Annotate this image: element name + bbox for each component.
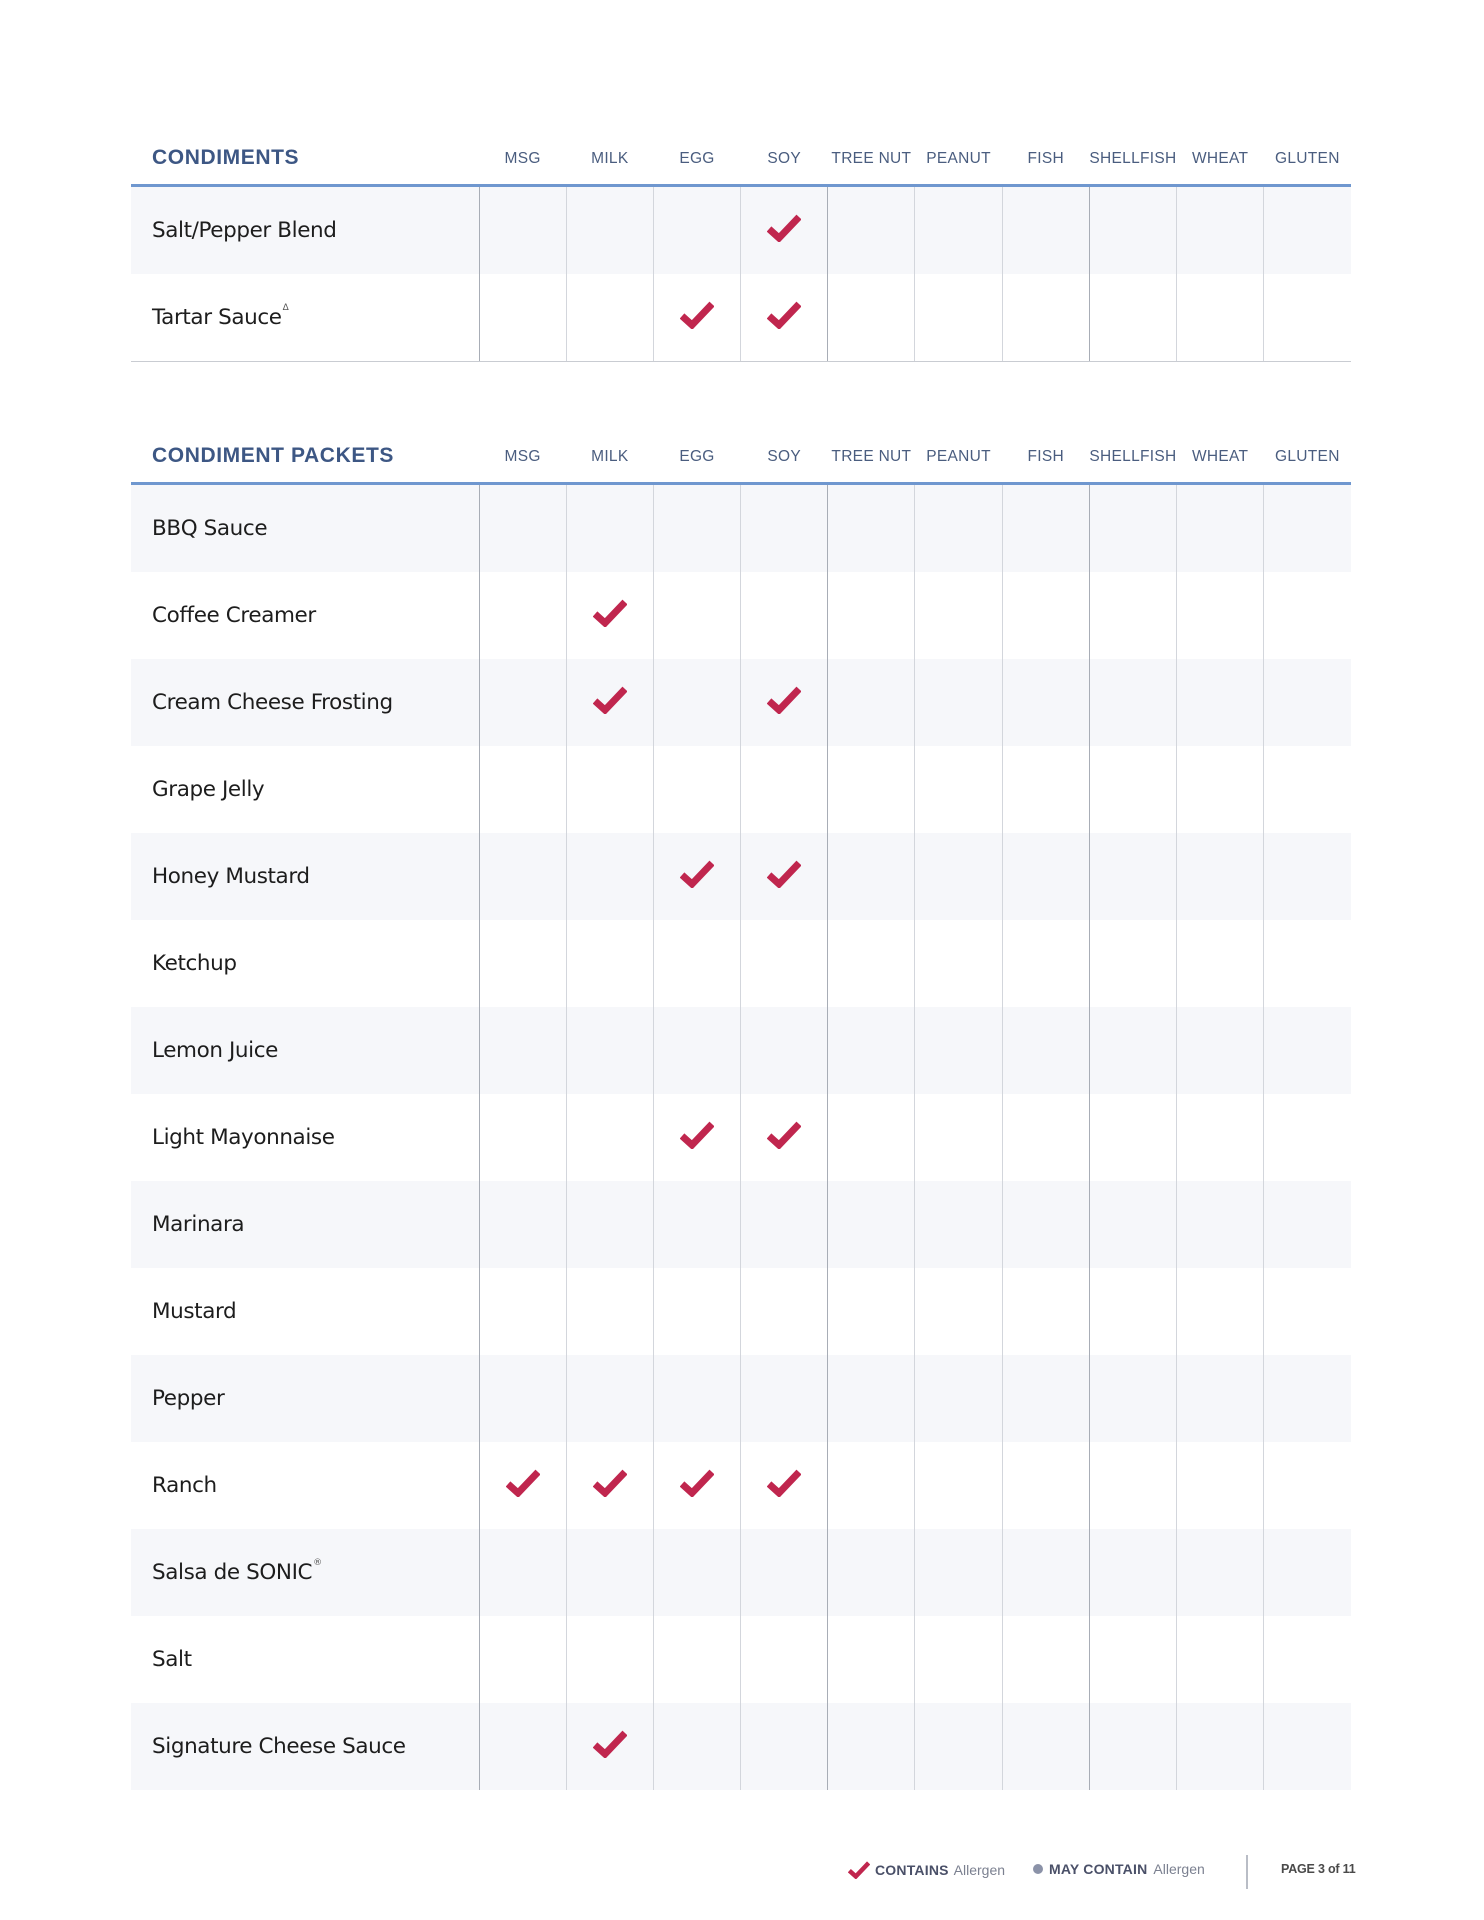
item-name bbox=[131, 920, 479, 1007]
legend-contains-label: CONTAINS bbox=[875, 1862, 949, 1878]
allergen-cell-shellfish bbox=[1089, 1007, 1176, 1094]
column-header-milk: MILK bbox=[566, 400, 653, 484]
checkmark-icon bbox=[848, 1861, 870, 1879]
checkmark-icon bbox=[680, 1469, 714, 1497]
allergen-cell-egg bbox=[653, 572, 740, 659]
allergen-cell-soy bbox=[741, 484, 828, 573]
allergen-cell-wheat bbox=[1177, 1442, 1264, 1529]
allergen-cell-tree-nut bbox=[828, 1703, 915, 1790]
allergen-cell-fish bbox=[1002, 1703, 1089, 1790]
allergen-cell-gluten bbox=[1264, 1616, 1351, 1703]
allergen-cell-wheat bbox=[1177, 484, 1264, 573]
allergen-cell-wheat bbox=[1177, 746, 1264, 833]
checkmark-icon bbox=[767, 301, 801, 329]
item-name-text: Salt bbox=[152, 1647, 192, 1672]
allergen-cell-egg bbox=[653, 1268, 740, 1355]
allergen-cell-milk bbox=[566, 1007, 653, 1094]
allergen-cell-msg bbox=[479, 833, 566, 920]
allergen-cell-msg bbox=[479, 1616, 566, 1703]
column-header-gluten: GLUTEN bbox=[1264, 400, 1351, 484]
allergen-cell-wheat bbox=[1177, 274, 1264, 362]
allergen-cell-gluten bbox=[1264, 1268, 1351, 1355]
allergen-cell-shellfish bbox=[1089, 833, 1176, 920]
allergen-cell-shellfish bbox=[1089, 1355, 1176, 1442]
item-name-text: Ranch bbox=[152, 1473, 217, 1498]
allergen-cell-shellfish bbox=[1089, 1703, 1176, 1790]
item-name-text: Grape Jelly bbox=[152, 777, 265, 802]
allergen-cell-peanut bbox=[915, 1616, 1002, 1703]
table-row bbox=[131, 746, 1351, 833]
allergen-cell-shellfish bbox=[1089, 1094, 1176, 1181]
allergen-cell-tree-nut bbox=[828, 920, 915, 1007]
allergen-cell-fish bbox=[1002, 186, 1089, 275]
allergen-cell-msg bbox=[479, 572, 566, 659]
allergen-cell-peanut bbox=[915, 1529, 1002, 1616]
allergen-cell-peanut bbox=[915, 833, 1002, 920]
allergen-cell-tree-nut bbox=[828, 1529, 915, 1616]
item-name-text: BBQ Sauce bbox=[152, 516, 268, 541]
table-row bbox=[131, 920, 1351, 1007]
allergen-cell-milk bbox=[566, 920, 653, 1007]
allergen-cell-egg bbox=[653, 1181, 740, 1268]
allergen-cell-soy bbox=[741, 1529, 828, 1616]
allergen-cell-tree-nut bbox=[828, 1616, 915, 1703]
allergen-cell-fish bbox=[1002, 1442, 1089, 1529]
allergen-cell-fish bbox=[1002, 484, 1089, 573]
checkmark-icon bbox=[767, 1121, 801, 1149]
allergen-cell-peanut bbox=[915, 1703, 1002, 1790]
column-header-egg: EGG bbox=[653, 102, 740, 186]
item-mark: Δ bbox=[282, 303, 289, 313]
allergen-cell-fish bbox=[1002, 274, 1089, 362]
allergen-cell-soy bbox=[741, 186, 828, 275]
allergen-cell-egg bbox=[653, 659, 740, 746]
item-name-text: Salt/Pepper Blend bbox=[152, 218, 337, 243]
allergen-cell-wheat bbox=[1177, 920, 1264, 1007]
item-name bbox=[131, 274, 479, 362]
allergen-cell-fish bbox=[1002, 659, 1089, 746]
section-title: CONDIMENTS bbox=[131, 102, 479, 186]
allergen-cell-tree-nut bbox=[828, 1355, 915, 1442]
item-name-text: Ketchup bbox=[152, 951, 237, 976]
allergen-cell-soy bbox=[741, 659, 828, 746]
allergen-cell-egg bbox=[653, 833, 740, 920]
allergen-cell-peanut bbox=[915, 659, 1002, 746]
allergen-cell-msg bbox=[479, 186, 566, 275]
item-name bbox=[131, 1703, 479, 1790]
allergen-cell-peanut bbox=[915, 274, 1002, 362]
allergen-cell-wheat bbox=[1177, 1703, 1264, 1790]
condiment-packets-table bbox=[131, 400, 1351, 1790]
legend-contains-suffix: Allergen bbox=[953, 1862, 1006, 1878]
item-name bbox=[131, 746, 479, 833]
allergen-cell-soy bbox=[741, 833, 828, 920]
allergen-cell-msg bbox=[479, 1529, 566, 1616]
checkmark-icon bbox=[680, 301, 714, 329]
allergen-cell-egg bbox=[653, 1442, 740, 1529]
allergen-cell-msg bbox=[479, 1181, 566, 1268]
condiments-table bbox=[131, 102, 1351, 362]
item-name bbox=[131, 833, 479, 920]
allergen-cell-wheat bbox=[1177, 659, 1264, 746]
allergen-cell-msg bbox=[479, 1703, 566, 1790]
allergen-cell-milk bbox=[566, 1442, 653, 1529]
item-name-text: Mustard bbox=[152, 1299, 237, 1324]
column-header-egg: EGG bbox=[653, 400, 740, 484]
checkmark-icon bbox=[767, 1469, 801, 1497]
allergen-cell-shellfish bbox=[1089, 572, 1176, 659]
allergen-cell-gluten bbox=[1264, 572, 1351, 659]
item-name bbox=[131, 1268, 479, 1355]
allergen-cell-milk bbox=[566, 659, 653, 746]
allergen-cell-soy bbox=[741, 274, 828, 362]
table-row bbox=[131, 1442, 1351, 1529]
item-name-text: Cream Cheese Frosting bbox=[152, 690, 393, 715]
allergen-cell-egg bbox=[653, 1007, 740, 1094]
allergen-cell-egg bbox=[653, 274, 740, 362]
checkmark-icon bbox=[593, 686, 627, 714]
item-name bbox=[131, 572, 479, 659]
allergen-cell-wheat bbox=[1177, 1268, 1264, 1355]
table-row bbox=[131, 1616, 1351, 1703]
allergen-cell-peanut bbox=[915, 746, 1002, 833]
allergen-cell-peanut bbox=[915, 186, 1002, 275]
allergen-cell-tree-nut bbox=[828, 186, 915, 275]
allergen-cell-egg bbox=[653, 484, 740, 573]
column-header-milk: MILK bbox=[566, 102, 653, 186]
allergen-cell-egg bbox=[653, 746, 740, 833]
allergen-cell-soy bbox=[741, 1442, 828, 1529]
allergen-cell-milk bbox=[566, 746, 653, 833]
legend-may-contain bbox=[1033, 1861, 1205, 1877]
allergen-cell-shellfish bbox=[1089, 484, 1176, 573]
item-name-text: Tartar Sauce bbox=[152, 305, 282, 330]
allergen-cell-tree-nut bbox=[828, 833, 915, 920]
checkmark-icon bbox=[680, 860, 714, 888]
allergen-cell-soy bbox=[741, 920, 828, 1007]
item-name-text: Salsa de SONIC bbox=[152, 1560, 313, 1585]
item-name bbox=[131, 1442, 479, 1529]
allergen-cell-gluten bbox=[1264, 833, 1351, 920]
checkmark-icon bbox=[680, 1121, 714, 1149]
allergen-cell-peanut bbox=[915, 920, 1002, 1007]
checkmark-icon bbox=[593, 1469, 627, 1497]
allergen-cell-tree-nut bbox=[828, 1007, 915, 1094]
allergen-cell-tree-nut bbox=[828, 1268, 915, 1355]
checkmark-icon bbox=[593, 1730, 627, 1758]
allergen-cell-wheat bbox=[1177, 572, 1264, 659]
allergen-cell-soy bbox=[741, 746, 828, 833]
checkmark-icon bbox=[593, 599, 627, 627]
legend-contains bbox=[848, 1861, 1005, 1879]
item-name bbox=[131, 1616, 479, 1703]
item-name bbox=[131, 1529, 479, 1616]
allergen-cell-milk bbox=[566, 833, 653, 920]
table-row bbox=[131, 1268, 1351, 1355]
allergen-cell-egg bbox=[653, 1616, 740, 1703]
item-name-text: Lemon Juice bbox=[152, 1038, 278, 1063]
allergen-cell-shellfish bbox=[1089, 1529, 1176, 1616]
allergen-cell-egg bbox=[653, 1703, 740, 1790]
page-number: PAGE 3 of 11 bbox=[1281, 1862, 1356, 1876]
allergen-cell-egg bbox=[653, 186, 740, 275]
table-row bbox=[131, 1181, 1351, 1268]
allergen-cell-msg bbox=[479, 1007, 566, 1094]
allergen-cell-peanut bbox=[915, 484, 1002, 573]
table-row bbox=[131, 1094, 1351, 1181]
allergen-cell-gluten bbox=[1264, 920, 1351, 1007]
allergen-cell-milk bbox=[566, 1181, 653, 1268]
allergen-cell-fish bbox=[1002, 920, 1089, 1007]
allergen-cell-peanut bbox=[915, 1355, 1002, 1442]
item-name bbox=[131, 1007, 479, 1094]
allergen-cell-soy bbox=[741, 1094, 828, 1181]
allergen-cell-peanut bbox=[915, 1442, 1002, 1529]
allergen-cell-msg bbox=[479, 1094, 566, 1181]
allergen-cell-wheat bbox=[1177, 1529, 1264, 1616]
allergen-cell-shellfish bbox=[1089, 746, 1176, 833]
column-header-tree-nut: TREE NUT bbox=[828, 400, 915, 484]
legend-may-label: MAY CONTAIN bbox=[1049, 1861, 1148, 1877]
item-name-text: Signature Cheese Sauce bbox=[152, 1734, 406, 1759]
table-row bbox=[131, 659, 1351, 746]
table-row bbox=[131, 1355, 1351, 1442]
allergen-cell-fish bbox=[1002, 746, 1089, 833]
allergen-cell-shellfish bbox=[1089, 274, 1176, 362]
allergen-cell-wheat bbox=[1177, 833, 1264, 920]
checkmark-icon bbox=[767, 214, 801, 242]
allergen-cell-tree-nut bbox=[828, 572, 915, 659]
item-name bbox=[131, 659, 479, 746]
allergen-cell-gluten bbox=[1264, 746, 1351, 833]
allergen-cell-soy bbox=[741, 1616, 828, 1703]
allergen-cell-msg bbox=[479, 1442, 566, 1529]
column-header-msg: MSG bbox=[479, 400, 566, 484]
allergen-cell-shellfish bbox=[1089, 186, 1176, 275]
allergen-cell-peanut bbox=[915, 572, 1002, 659]
allergen-cell-msg bbox=[479, 484, 566, 573]
allergen-cell-shellfish bbox=[1089, 1268, 1176, 1355]
item-name bbox=[131, 1094, 479, 1181]
allergen-cell-soy bbox=[741, 1268, 828, 1355]
allergen-cell-peanut bbox=[915, 1268, 1002, 1355]
item-name-text: Light Mayonnaise bbox=[152, 1125, 335, 1150]
allergen-cell-tree-nut bbox=[828, 1094, 915, 1181]
allergen-cell-fish bbox=[1002, 833, 1089, 920]
column-header-gluten: GLUTEN bbox=[1264, 102, 1351, 186]
allergen-cell-msg bbox=[479, 274, 566, 362]
item-name bbox=[131, 1355, 479, 1442]
allergen-cell-fish bbox=[1002, 1616, 1089, 1703]
footer-divider bbox=[1246, 1855, 1248, 1889]
allergen-cell-wheat bbox=[1177, 1007, 1264, 1094]
allergen-cell-tree-nut bbox=[828, 746, 915, 833]
allergen-cell-shellfish bbox=[1089, 659, 1176, 746]
column-header-shellfish: SHELLFISH bbox=[1089, 400, 1176, 484]
checkmark-icon bbox=[767, 686, 801, 714]
allergen-cell-soy bbox=[741, 1181, 828, 1268]
allergen-cell-gluten bbox=[1264, 1442, 1351, 1529]
item-name bbox=[131, 186, 479, 275]
allergen-cell-soy bbox=[741, 1355, 828, 1442]
allergen-cell-gluten bbox=[1264, 1529, 1351, 1616]
allergen-cell-wheat bbox=[1177, 1355, 1264, 1442]
allergen-cell-fish bbox=[1002, 1355, 1089, 1442]
allergen-cell-msg bbox=[479, 659, 566, 746]
allergen-cell-peanut bbox=[915, 1007, 1002, 1094]
allergen-cell-soy bbox=[741, 1007, 828, 1094]
allergen-cell-egg bbox=[653, 1094, 740, 1181]
allergen-cell-wheat bbox=[1177, 1616, 1264, 1703]
allergen-cell-gluten bbox=[1264, 484, 1351, 573]
table-row bbox=[131, 1007, 1351, 1094]
table-row bbox=[131, 572, 1351, 659]
column-header-soy: SOY bbox=[741, 102, 828, 186]
allergen-cell-peanut bbox=[915, 1181, 1002, 1268]
allergen-cell-milk bbox=[566, 1355, 653, 1442]
table-header-row bbox=[131, 400, 1351, 484]
allergen-cell-fish bbox=[1002, 1268, 1089, 1355]
allergen-cell-milk bbox=[566, 484, 653, 573]
allergen-cell-fish bbox=[1002, 1181, 1089, 1268]
allergen-cell-wheat bbox=[1177, 1181, 1264, 1268]
section-title: CONDIMENT PACKETS bbox=[131, 400, 479, 484]
allergen-cell-fish bbox=[1002, 572, 1089, 659]
column-header-tree-nut: TREE NUT bbox=[828, 102, 915, 186]
column-header-fish: FISH bbox=[1002, 102, 1089, 186]
allergen-cell-tree-nut bbox=[828, 274, 915, 362]
column-header-msg: MSG bbox=[479, 102, 566, 186]
item-name-text: Pepper bbox=[152, 1386, 225, 1411]
allergen-cell-egg bbox=[653, 1355, 740, 1442]
item-mark: ® bbox=[313, 1558, 322, 1568]
allergen-cell-milk bbox=[566, 186, 653, 275]
allergen-cell-fish bbox=[1002, 1007, 1089, 1094]
allergen-cell-shellfish bbox=[1089, 1181, 1176, 1268]
allergen-cell-gluten bbox=[1264, 1007, 1351, 1094]
allergen-cell-shellfish bbox=[1089, 920, 1176, 1007]
allergen-cell-msg bbox=[479, 746, 566, 833]
item-name bbox=[131, 1181, 479, 1268]
allergen-cell-milk bbox=[566, 1616, 653, 1703]
allergen-cell-soy bbox=[741, 1703, 828, 1790]
allergen-cell-shellfish bbox=[1089, 1616, 1176, 1703]
allergen-cell-gluten bbox=[1264, 1094, 1351, 1181]
dot-icon bbox=[1033, 1864, 1043, 1874]
allergen-cell-milk bbox=[566, 1268, 653, 1355]
allergen-cell-milk bbox=[566, 1529, 653, 1616]
allergen-cell-msg bbox=[479, 920, 566, 1007]
allergen-cell-msg bbox=[479, 1268, 566, 1355]
allergen-cell-wheat bbox=[1177, 186, 1264, 275]
item-name-text: Honey Mustard bbox=[152, 864, 310, 889]
allergen-cell-gluten bbox=[1264, 1355, 1351, 1442]
allergen-cell-milk bbox=[566, 274, 653, 362]
allergen-cell-gluten bbox=[1264, 274, 1351, 362]
table-row bbox=[131, 274, 1351, 362]
table-row bbox=[131, 833, 1351, 920]
allergen-cell-wheat bbox=[1177, 1094, 1264, 1181]
checkmark-icon bbox=[767, 860, 801, 888]
item-name-text: Coffee Creamer bbox=[152, 603, 316, 628]
allergen-cell-egg bbox=[653, 920, 740, 1007]
table-header-row bbox=[131, 102, 1351, 186]
table-row bbox=[131, 1529, 1351, 1616]
allergen-cell-fish bbox=[1002, 1529, 1089, 1616]
allergen-cell-tree-nut bbox=[828, 484, 915, 573]
allergen-cell-gluten bbox=[1264, 659, 1351, 746]
allergen-cell-milk bbox=[566, 1703, 653, 1790]
allergen-cell-tree-nut bbox=[828, 1181, 915, 1268]
allergen-cell-egg bbox=[653, 1529, 740, 1616]
allergen-cell-gluten bbox=[1264, 1181, 1351, 1268]
allergen-cell-tree-nut bbox=[828, 659, 915, 746]
allergen-cell-fish bbox=[1002, 1094, 1089, 1181]
column-header-wheat: WHEAT bbox=[1177, 102, 1264, 186]
allergen-cell-soy bbox=[741, 572, 828, 659]
column-header-wheat: WHEAT bbox=[1177, 400, 1264, 484]
column-header-shellfish: SHELLFISH bbox=[1089, 102, 1176, 186]
allergen-cell-shellfish bbox=[1089, 1442, 1176, 1529]
checkmark-icon bbox=[506, 1469, 540, 1497]
column-header-soy: SOY bbox=[741, 400, 828, 484]
allergen-cell-gluten bbox=[1264, 1703, 1351, 1790]
item-name-text: Marinara bbox=[152, 1212, 245, 1237]
allergen-cell-tree-nut bbox=[828, 1442, 915, 1529]
allergen-cell-milk bbox=[566, 1094, 653, 1181]
allergen-cell-milk bbox=[566, 572, 653, 659]
allergen-cell-gluten bbox=[1264, 186, 1351, 275]
legend-may-suffix: Allergen bbox=[1153, 1861, 1205, 1877]
column-header-fish: FISH bbox=[1002, 400, 1089, 484]
table-row bbox=[131, 1703, 1351, 1790]
column-header-peanut: PEANUT bbox=[915, 102, 1002, 186]
table-row bbox=[131, 186, 1351, 275]
allergen-cell-peanut bbox=[915, 1094, 1002, 1181]
table-row bbox=[131, 484, 1351, 573]
item-name bbox=[131, 484, 479, 573]
allergen-cell-msg bbox=[479, 1355, 566, 1442]
legend-footer bbox=[0, 1855, 1484, 1891]
column-header-peanut: PEANUT bbox=[915, 400, 1002, 484]
